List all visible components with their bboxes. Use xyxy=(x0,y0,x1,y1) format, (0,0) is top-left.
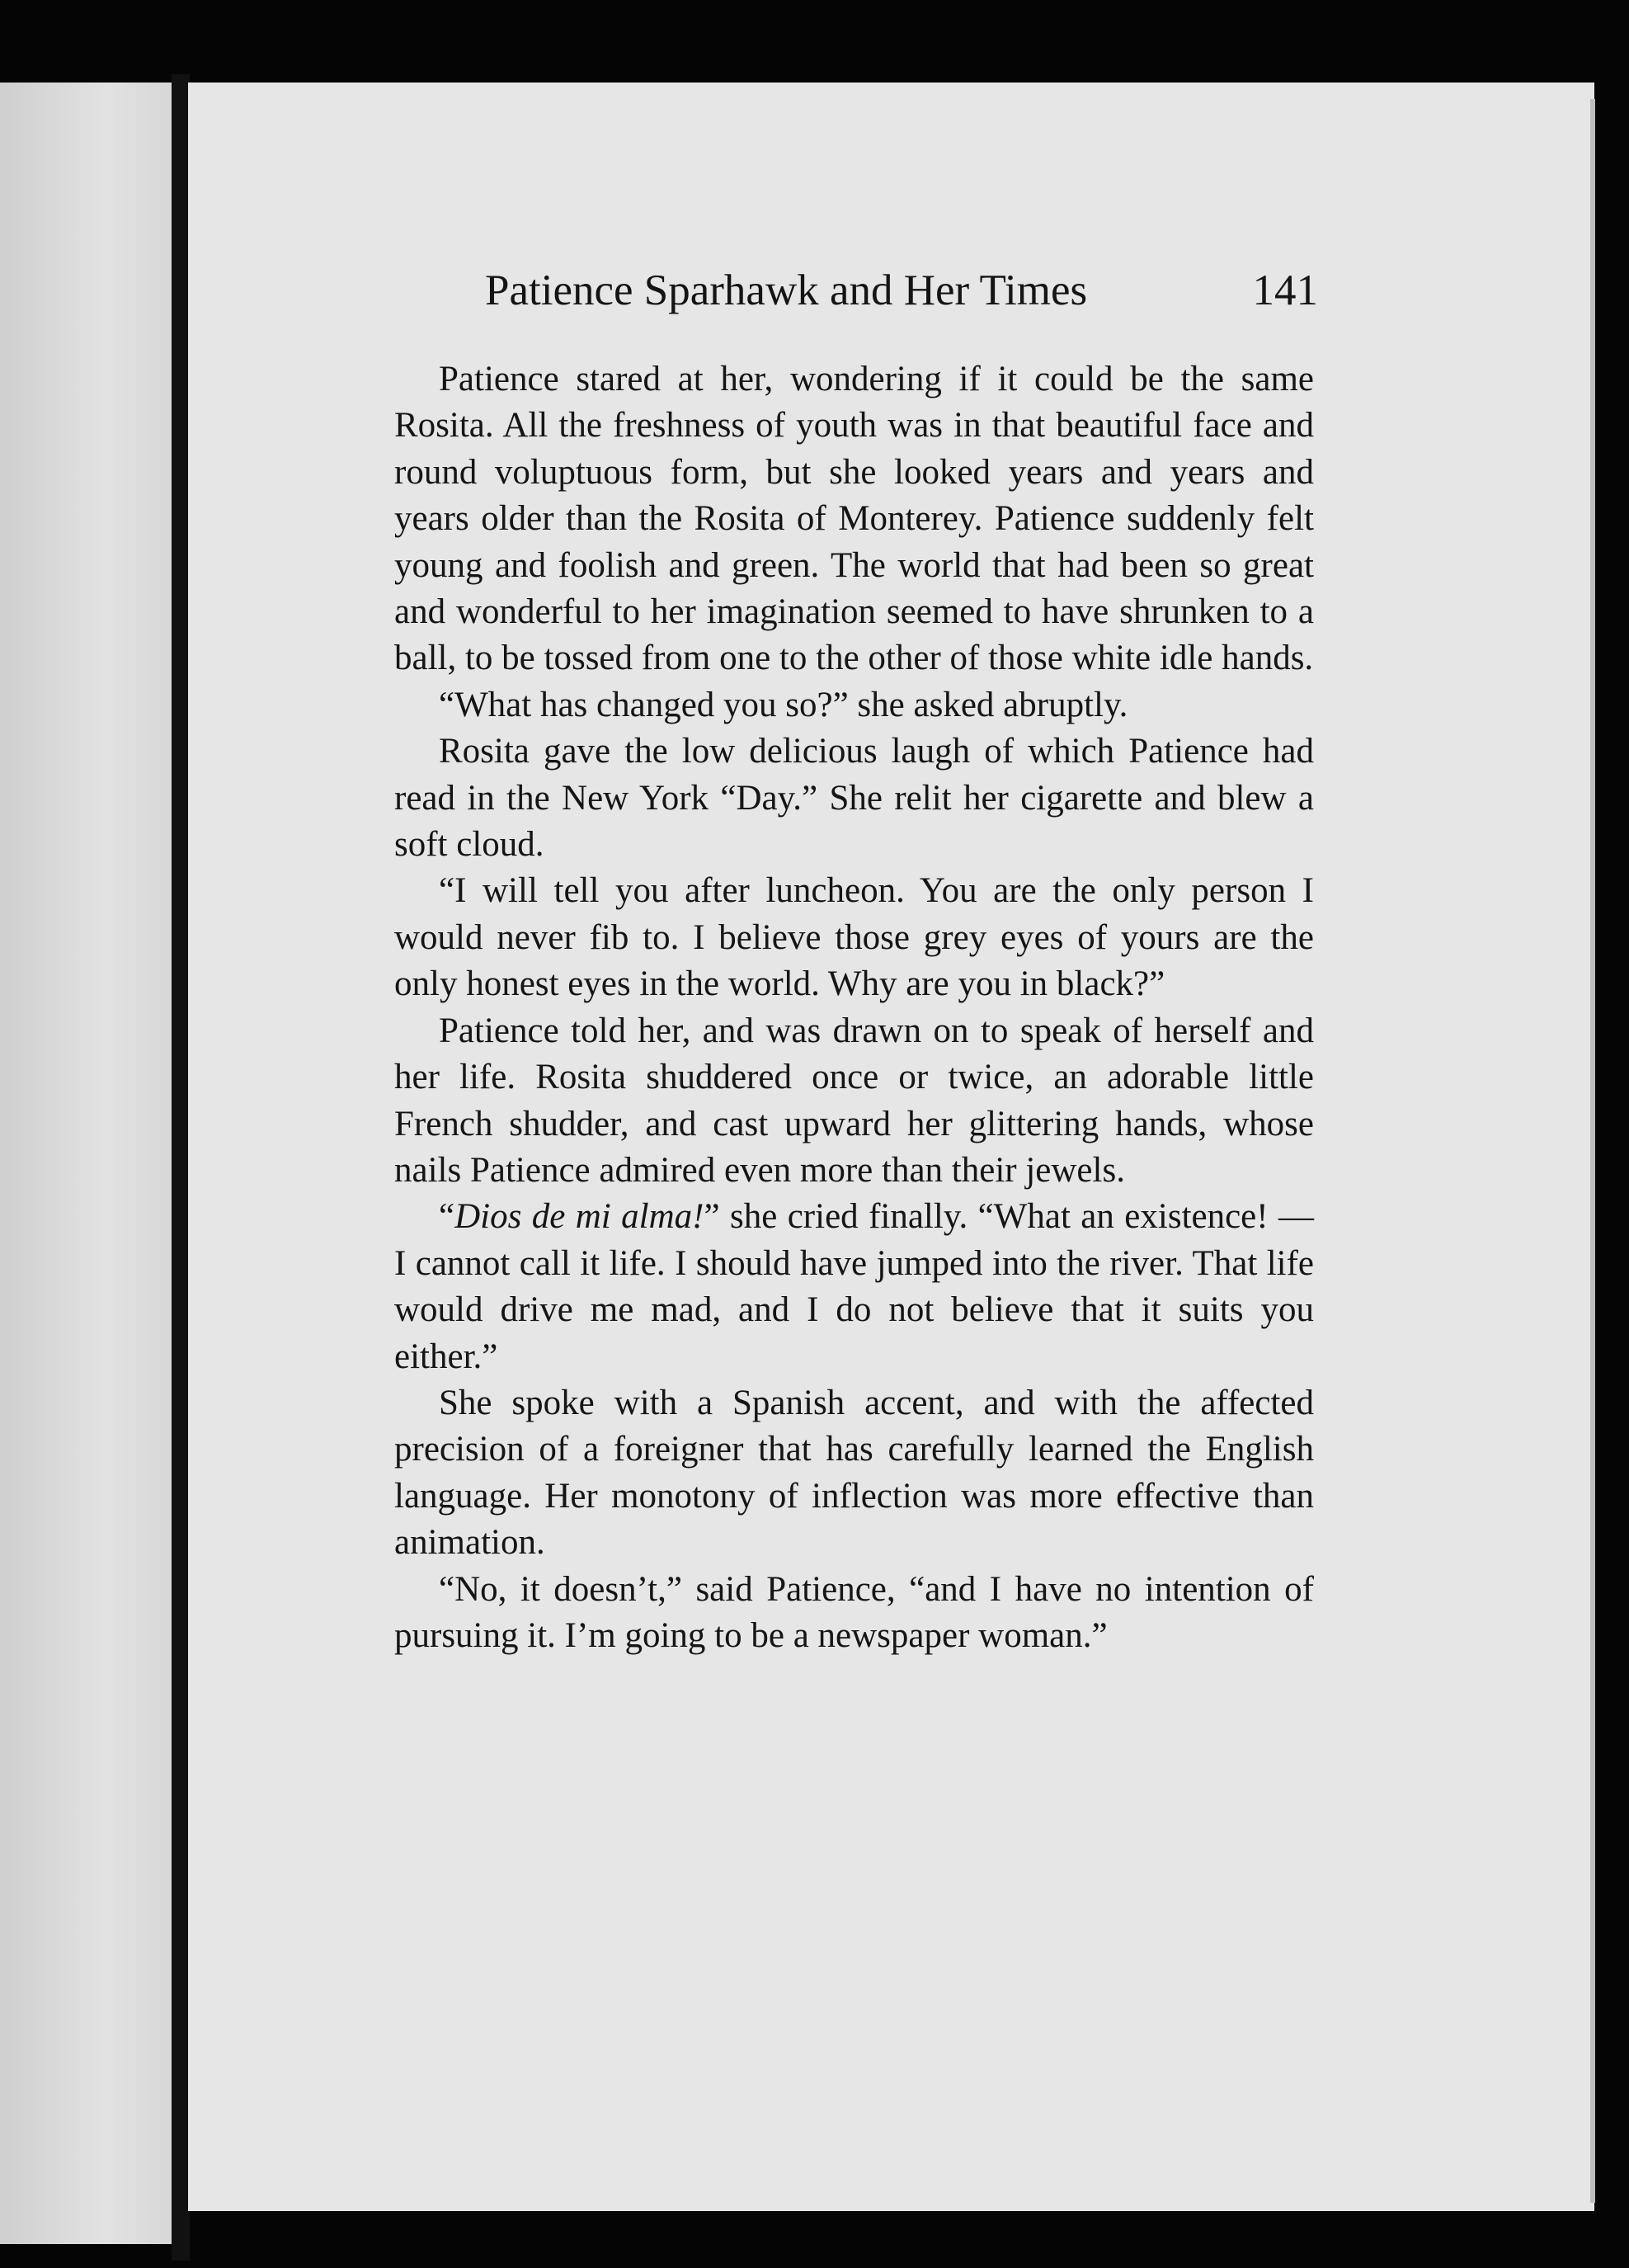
page-edge xyxy=(1590,99,1595,2203)
page-number: 141 xyxy=(1252,266,1318,314)
italic-phrase: Dios de mi alma! xyxy=(454,1197,704,1237)
paragraph: Rosita gave the low delicious laugh of which Patience had read in the New York “Day.” She relit her cigarette and blew a soft cloud. xyxy=(394,732,1314,865)
paragraph: “What has changed you so?” she asked abruptly. xyxy=(439,685,1128,724)
paragraph: “No, it doesn’t,” said Patience, “and I have no intention of pursuing it. I’m going to be a newspaper woman.” xyxy=(394,1569,1314,1655)
paragraph xyxy=(394,1194,1314,1380)
paragraph: Patience told her, and was drawn on to speak of herself and her life. Rosita shuddered once or twice, an adorable little French shudder, and cast upward her glittering hands, whose nails Patience admired even more than their jewels. xyxy=(394,1011,1314,1190)
paragraph-continuation: ” she cried finally. “What an existence! — I cannot call it life. I should have jumped into the river. That life would drive me mad, and I do not believe that it suits you either.” xyxy=(394,1197,1315,1376)
open-quote: “ xyxy=(439,1197,455,1237)
paragraph: “I will tell you after luncheon. You are the only person I would never fib to. I believe those grey eyes of yours are the only honest eyes in the world. Why are you in black?” xyxy=(394,871,1314,1004)
paragraph: She spoke with a Spanish accent, and with the affected precision of a foreigner that has carefully learned the English language. Her monotony of inflection was more effective than animation. xyxy=(394,1383,1314,1563)
facing-page-edge xyxy=(0,83,177,2244)
paragraph: Patience stared at her, wondering if it could be the same Rosita. All the freshness of youth was in that beautiful face and round voluptuous form, but she looked years and years and years older than the Rosita of Monterey. Patience suddenly felt young and foolish and green. The world that had been so great and wonderful to her imagination seemed to have shrunken to a ball, to be tossed from one to the other of those white idle hands. xyxy=(394,360,1314,678)
running-head-title: Patience Sparhawk and Her Times xyxy=(485,266,1088,314)
body-text xyxy=(394,356,1314,1659)
book-gutter xyxy=(172,74,190,2261)
